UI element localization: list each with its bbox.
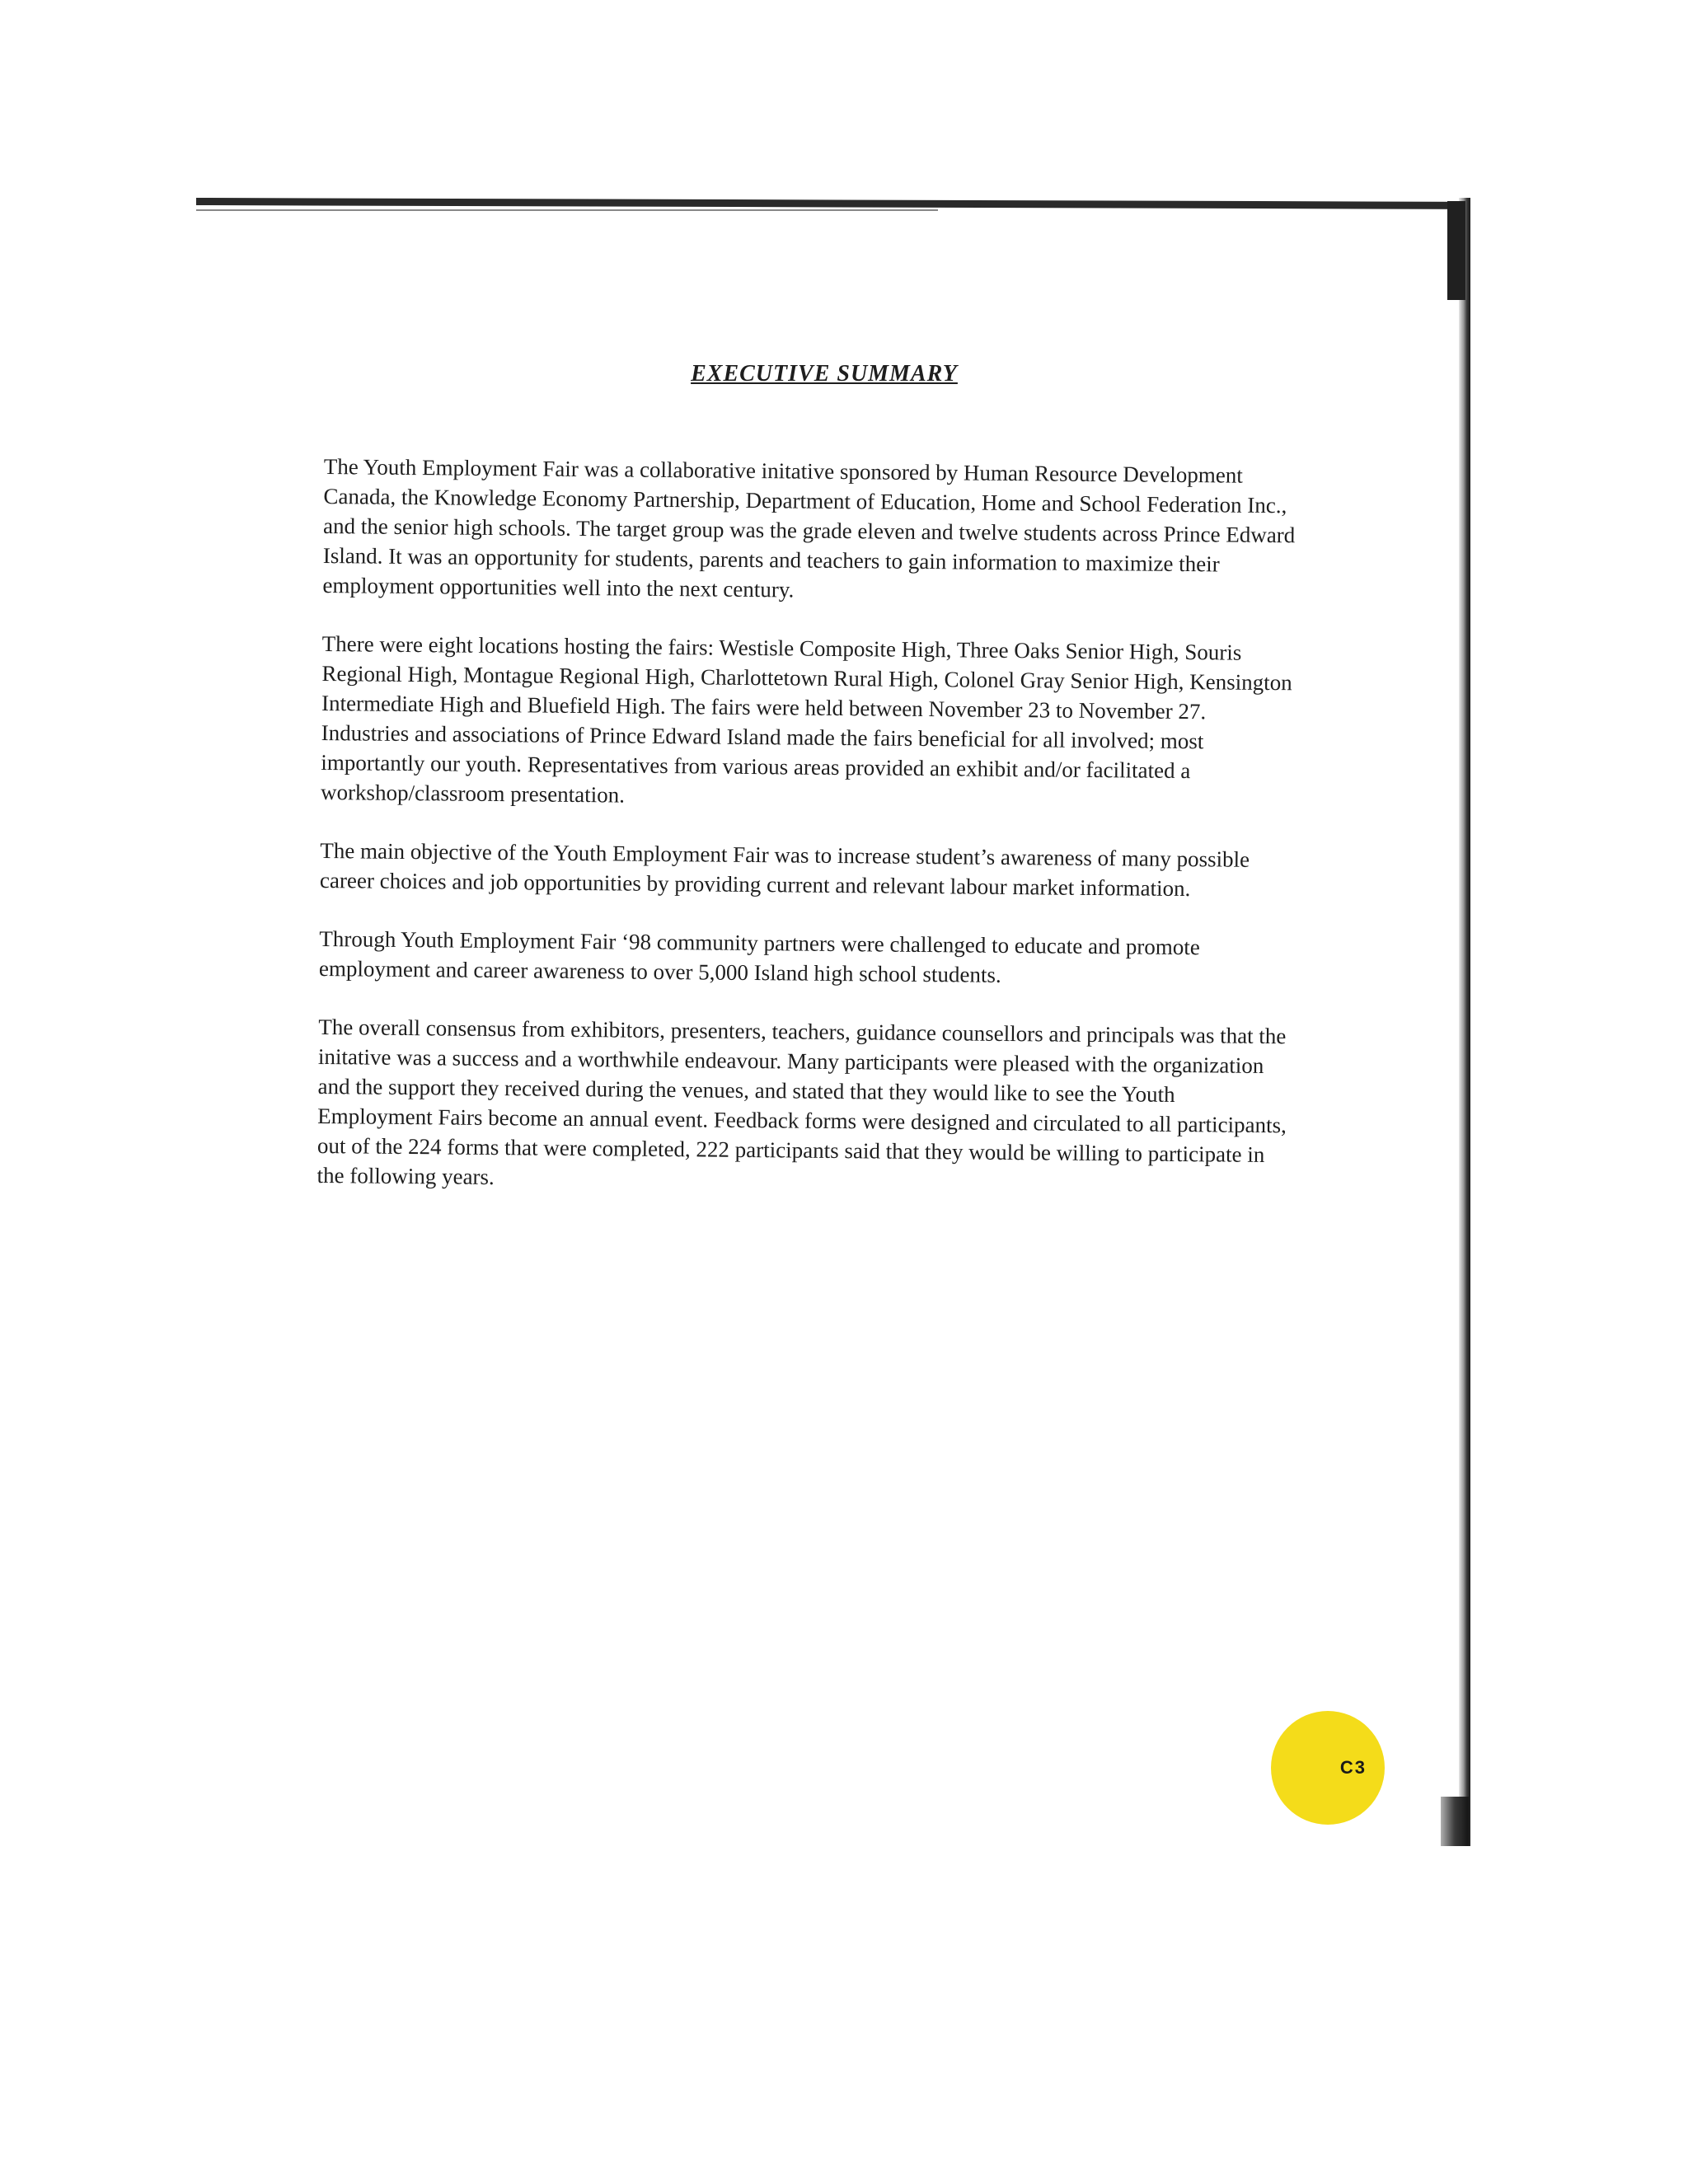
page-number-label: C3	[1339, 1757, 1367, 1778]
page-right-edge	[1459, 198, 1470, 1846]
top-rule	[196, 198, 1470, 209]
page-right-edge-bottom	[1441, 1797, 1469, 1846]
top-rule-shadow	[196, 209, 938, 211]
paragraph-4: Through Youth Employment Fair ‘98 community partners were challenged to educate and promote employment and career awareness to over 5,000 Island high school students.	[318, 926, 1200, 987]
paragraph-2: There were eight locations hosting the fairs: Westisle Composite High, Three Oaks Senior High, Souris Regional High, Montague Regional High, Charlottetown Rural High, Colonel Gray Senior High, Kensington Intermediate High and Bluefield High. The fairs were held between November 23 to November 27. Industries and associations of Prince Edward Island made the fairs beneficial for all involved; most importantly our youth. Representatives from various areas provided an exhibit and/or facilitated a workshop/classroom presentation.	[320, 630, 1292, 808]
paragraph-5: The overall consensus from exhibitors, presenters, teachers, guidance counsellors and principals was that the initative was a success and a worthwhile endeavour. Many participants were pleased with the organization and the support they received during the venues, and stated that they would like to see the Youth Employment Fairs become an annual event. Feedback forms were designed and circulated to all participants, out of the 224 forms that were completed, 222 participants said that they would be willing to participate in the following years.	[316, 1014, 1287, 1190]
paragraph-1: The Youth Employment Fair was a collaborative initative sponsored by Human Resource Development Canada, the Knowledge Economy Partnership, Department of Education, Home and School Federation Inc., and the senior high schools. The target group was the grade eleven and twelve students across Prince Edward Island. It was an opportunity for students, parents and teachers to gain information to maximize their employment opportunities well into the next century.	[322, 453, 1296, 602]
page-title: EXECUTIVE SUMMARY	[691, 361, 958, 387]
page-right-edge-top	[1447, 201, 1465, 300]
body-text	[316, 452, 1301, 1228]
paragraph-3: The main objective of the Youth Employment Fair was to increase student’s awareness of many possible career choices and job opportunities by providing current and relevant labour market information.	[319, 837, 1250, 902]
page-number-badge	[1271, 1711, 1385, 1825]
